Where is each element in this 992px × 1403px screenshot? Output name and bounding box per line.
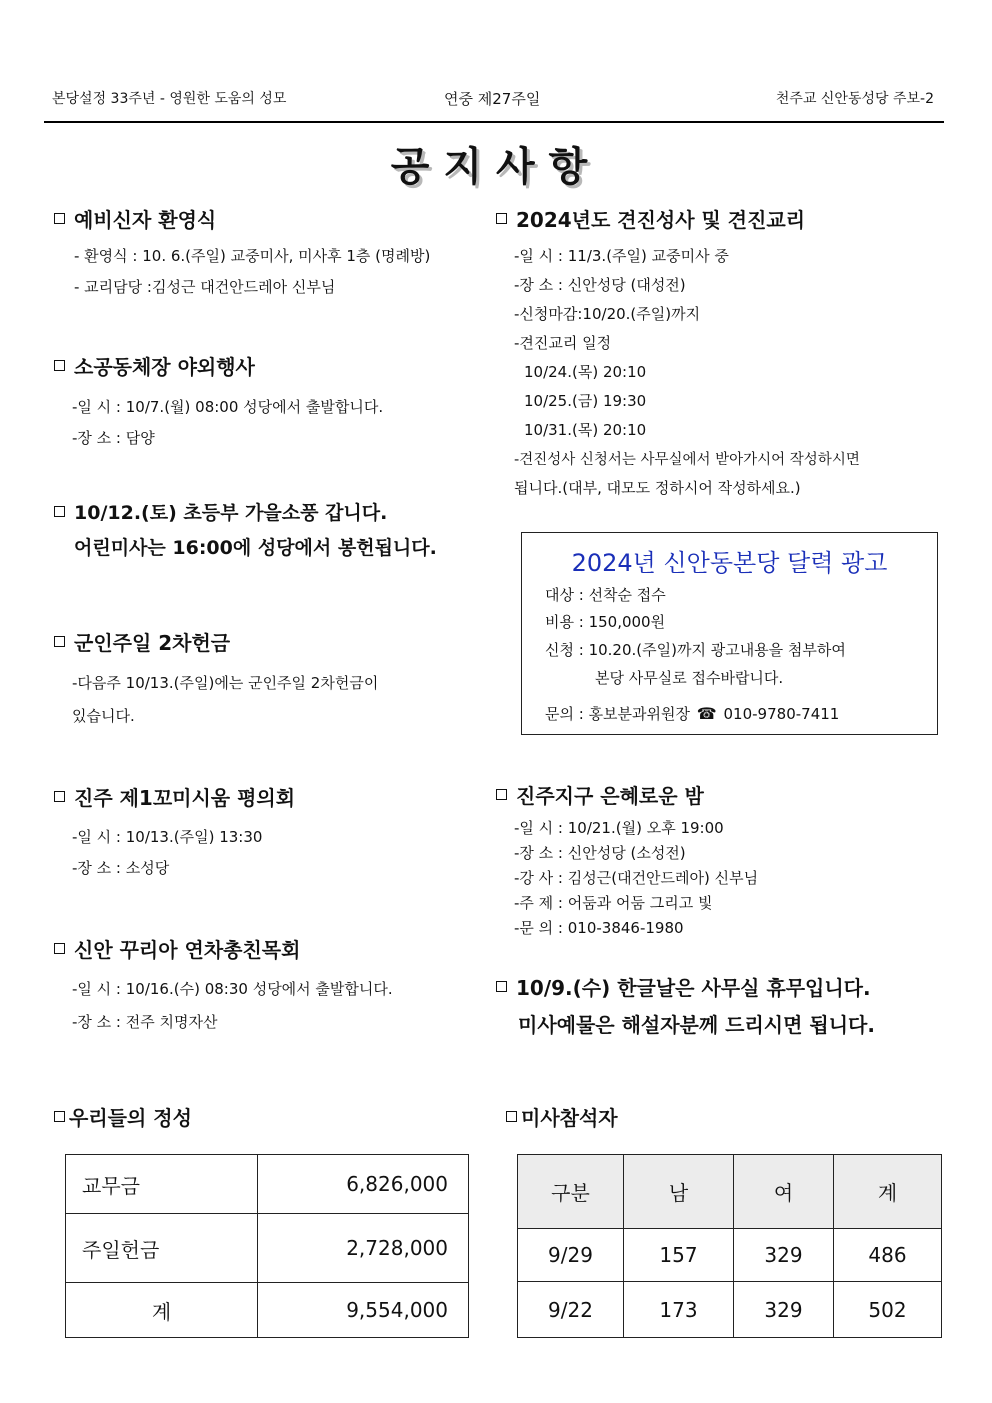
section-title: 진주 제1꼬미시움 평의회 bbox=[54, 782, 295, 811]
section-line: -일 시 : 10/21.(월) 오후 19:00 bbox=[514, 819, 724, 837]
section-title: 2024년도 견진성사 및 견진교리 bbox=[496, 204, 860, 233]
section-line: -견진성사 신청서는 사무실에서 받아가시어 작성하시면 bbox=[514, 452, 860, 468]
section-title: 10/12.(토) 초등부 가을소풍 갑니다. bbox=[54, 498, 437, 525]
checkbox-bullet-icon bbox=[54, 213, 65, 224]
section-line: -장 소 : 소성당 bbox=[72, 859, 170, 877]
section-line: 있습니다. bbox=[72, 707, 135, 725]
table-row bbox=[66, 1283, 469, 1338]
table-cell: 9/22 bbox=[518, 1282, 624, 1338]
table-header-cell: 남 bbox=[624, 1155, 734, 1229]
header-divider bbox=[44, 121, 944, 123]
section-community bbox=[54, 351, 383, 448]
section-line: -주 제 : 어둠과 어둠 그리고 빛 bbox=[514, 894, 713, 912]
section-picnic bbox=[54, 498, 437, 560]
ad-cost: 비용 : 150,000원 bbox=[545, 613, 666, 631]
header-right: 천주교 신안동성당 주보-2 bbox=[775, 91, 934, 107]
section-line: -일 시 : 10/7.(월) 08:00 성당에서 출발합니다. bbox=[72, 398, 384, 416]
section-line: -견진교리 일정 bbox=[514, 334, 612, 352]
section-line: -일 시 : 11/3.(주일) 교중미사 중 bbox=[514, 247, 729, 265]
section-line: -강 사 : 김성근(대건안드레아) 신부님 bbox=[514, 869, 759, 887]
offering-table bbox=[65, 1154, 469, 1338]
table-cell: 329 bbox=[734, 1282, 834, 1338]
section-line: -장 소 : 신안성당 (소성전) bbox=[514, 844, 686, 862]
ad-title: 2024년 신안동본당 달력 광고 bbox=[571, 549, 888, 577]
section-title: 군인주일 2차헌금 bbox=[54, 627, 378, 656]
section-hangul-day bbox=[496, 972, 875, 1038]
section-title: 진주지구 은혜로운 밤 bbox=[496, 780, 758, 809]
table-cell: 6,826,000 bbox=[258, 1155, 469, 1214]
section-title: 미사참석자 bbox=[506, 1102, 618, 1131]
checkbox-bullet-icon bbox=[496, 789, 507, 800]
table-cell: 329 bbox=[734, 1229, 834, 1282]
section-comitium bbox=[54, 782, 295, 878]
table-cell: 교무금 bbox=[66, 1155, 258, 1214]
table-header-row bbox=[518, 1155, 942, 1229]
section-line: 10/31.(목) 20:10 bbox=[524, 421, 647, 439]
table-header-cell: 구분 bbox=[518, 1155, 624, 1229]
section-title-second-line: 미사예물은 해설자분께 드리시면 됩니다. bbox=[518, 1013, 875, 1037]
section-catechumen bbox=[54, 204, 430, 297]
calendar-ad-box bbox=[521, 532, 938, 735]
table-header-cell: 여 bbox=[734, 1155, 834, 1229]
checkbox-bullet-icon bbox=[54, 791, 65, 802]
section-title-second-line: 어린미사는 16:00에 성당에서 봉헌됩니다. bbox=[74, 537, 437, 559]
section-line: - 교리담당 :김성근 대건안드레아 신부님 bbox=[74, 278, 336, 296]
page-title: 공지사항 bbox=[390, 144, 602, 190]
section-line: -장 소 : 담양 bbox=[72, 429, 155, 447]
checkbox-bullet-icon bbox=[496, 981, 507, 992]
checkbox-bullet-icon bbox=[506, 1111, 517, 1122]
section-title: 소공동체장 야외행사 bbox=[54, 351, 383, 380]
section-grace-night bbox=[496, 780, 758, 938]
table-cell: 486 bbox=[834, 1229, 942, 1282]
section-title: 예비신자 환영식 bbox=[54, 204, 430, 233]
section-line: 10/25.(금) 19:30 bbox=[524, 392, 647, 410]
table-cell: 2,728,000 bbox=[258, 1214, 469, 1283]
section-line: 10/24.(목) 20:10 bbox=[524, 363, 647, 381]
table-row bbox=[518, 1282, 942, 1338]
table-cell: 173 bbox=[624, 1282, 734, 1338]
section-line: -장 소 : 전주 치명자산 bbox=[72, 1013, 218, 1031]
section-confirmation bbox=[496, 204, 860, 498]
table-cell: 9/29 bbox=[518, 1229, 624, 1282]
header-left: 본당설정 33주년 - 영원한 도움의 성모 bbox=[52, 91, 287, 107]
section-offering bbox=[54, 1102, 192, 1131]
section-title: 10/9.(수) 한글날은 사무실 휴무입니다. bbox=[496, 972, 875, 1001]
table-cell: 9,554,000 bbox=[258, 1283, 469, 1338]
ad-apply: 신청 : 10.20.(주일)까지 광고내용을 첨부하여 bbox=[545, 641, 846, 659]
header-center: 연중 제27주일 bbox=[444, 90, 541, 108]
phone-icon: ☎ bbox=[696, 704, 717, 723]
ad-target: 대상 : 선착순 접수 bbox=[545, 586, 666, 604]
table-row bbox=[518, 1229, 942, 1282]
ad-apply-second-line: 본당 사무실로 접수바랍니다. bbox=[595, 669, 784, 687]
checkbox-bullet-icon bbox=[54, 360, 65, 371]
checkbox-bullet-icon bbox=[54, 1111, 65, 1122]
checkbox-bullet-icon bbox=[54, 943, 65, 954]
section-title: 신안 꾸리아 연차총친목회 bbox=[54, 934, 393, 963]
section-title: 우리들의 정성 bbox=[54, 1102, 192, 1131]
section-line: -일 시 : 10/16.(수) 08:30 성당에서 출발합니다. bbox=[72, 980, 393, 998]
attendance-table bbox=[517, 1154, 942, 1338]
section-line: -다음주 10/13.(주일)에는 군인주일 2차헌금이 bbox=[72, 674, 379, 692]
checkbox-bullet-icon bbox=[496, 213, 507, 224]
ad-contact: 문의 : 홍보분과위원장 ☎ 010-9780-7411 bbox=[545, 704, 840, 723]
section-line: 됩니다.(대부, 대모도 정하시어 작성하세요.) bbox=[514, 479, 801, 497]
checkbox-bullet-icon bbox=[54, 506, 65, 517]
table-cell: 계 bbox=[66, 1283, 258, 1338]
section-line: -일 시 : 10/13.(주일) 13:30 bbox=[72, 828, 263, 846]
table-row bbox=[66, 1214, 469, 1283]
section-line: -신청마감:10/20.(주일)까지 bbox=[514, 305, 701, 323]
section-line: - 환영식 : 10. 6.(주일) 교중미사, 미사후 1층 (명례방) bbox=[74, 247, 431, 265]
section-line: -문 의 : 010-3846-1980 bbox=[514, 919, 684, 937]
table-cell: 157 bbox=[624, 1229, 734, 1282]
section-attendance bbox=[506, 1102, 618, 1131]
checkbox-bullet-icon bbox=[54, 636, 65, 647]
section-military bbox=[54, 627, 378, 726]
table-cell: 주일헌금 bbox=[66, 1214, 258, 1283]
section-line: -장 소 : 신안성당 (대성전) bbox=[514, 276, 686, 294]
section-curia bbox=[54, 934, 393, 1032]
table-cell: 502 bbox=[834, 1282, 942, 1338]
table-row bbox=[66, 1155, 469, 1214]
table-header-cell: 계 bbox=[834, 1155, 942, 1229]
